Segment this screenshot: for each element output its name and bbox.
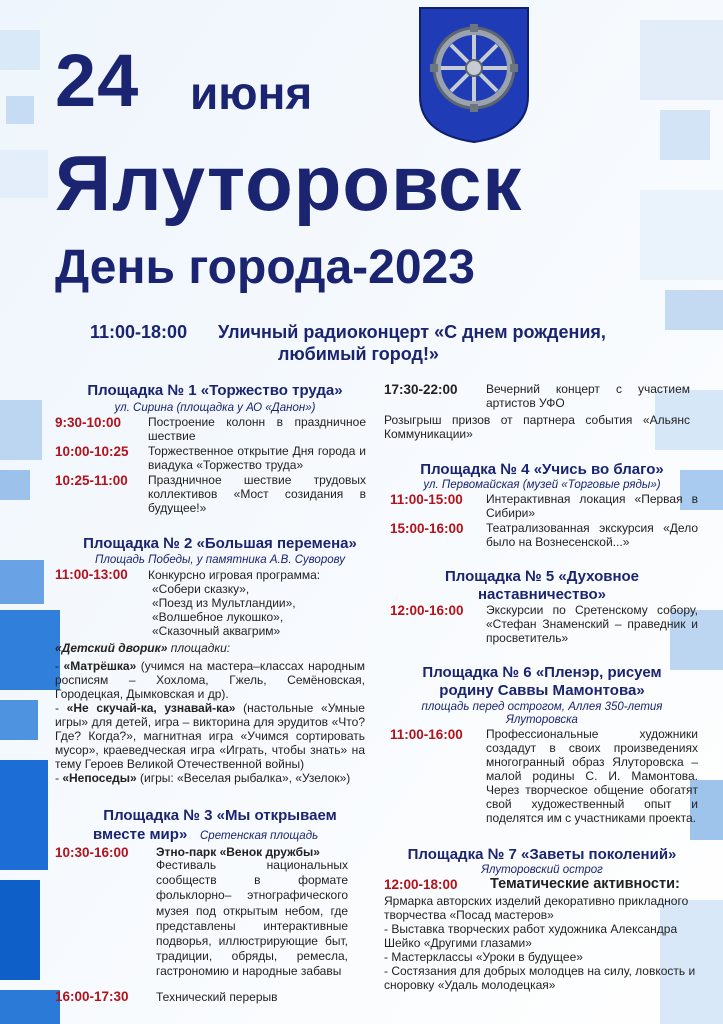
- venue3-time-2: 16:00-17:30: [55, 989, 129, 1004]
- venue3-park-name: Этно-парк «Венок дружбы»: [156, 845, 320, 859]
- yard-item-1-text: (учимся на мастера–классах народным росписям – Хохлома, Гжель, Семёновская, Городецкая, Дымковская и др).: [55, 659, 365, 701]
- venue2-program-3: «Волшебное лукошко»,: [152, 610, 284, 624]
- yard-item-3-name: «Непоседы»: [62, 771, 137, 785]
- city-emblem-wheel-icon: [418, 6, 530, 144]
- venue5-text: Экскурсии по Сретенскому собору, «Стефан Знаменский – праведник и просветитель»: [486, 603, 698, 645]
- yard-item-2: [55, 701, 365, 771]
- venue1-text-3: Праздничное шествие трудовых коллективов «Мост созидания в будущее!»: [148, 473, 366, 515]
- evening-text: Вечерний концерт с участием артистов УФО: [486, 382, 690, 410]
- venue7-subtitle: Ялуторовский острог: [481, 864, 603, 876]
- venue3-park-text: Фестиваль национальных сообществ в формате фольклорно– этнографического музея под открытым небом, где представлены интерактивные подворья, иллюстрирующие быт, традиции, обряды, ремесла, гастрономию и народные забавы: [156, 858, 348, 979]
- yard-item-3-text: (игры: «Веселая рыбалка», «Узелок»): [136, 771, 351, 785]
- venue7-title: Площадка № 7 «Заветы поколений»: [407, 846, 677, 863]
- venue1-title: Площадка № 1 «Торжество труда»: [87, 382, 343, 399]
- venue7-heading: Тематические активности:: [490, 876, 680, 892]
- venue7-time: 12:00-18:00: [384, 877, 458, 892]
- venue1-subtitle: ул. Сирина (площадка у АО «Данон»): [114, 402, 316, 414]
- venue4-time-1: 11:00-15:00: [390, 492, 463, 507]
- venue1-text-1: Построение колонн в праздничное шествие: [148, 415, 366, 443]
- venue3-time-1: 10:30-16:00: [55, 845, 129, 860]
- venue4-text-2: Театрализованная экскурсия «Дело было на Вознесенской...»: [486, 521, 698, 549]
- venue1-time-1: 9:30-10:00: [55, 415, 122, 430]
- venue4-subtitle: ул. Первомайская (музей «Торговые ряды»): [423, 479, 661, 491]
- venue1-time-2: 10:00-10:25: [55, 444, 129, 459]
- concert-title-2: любимый город!»: [278, 344, 439, 364]
- venue6-subtitle-1: площадь перед острогом, Аллея 350-летия: [421, 701, 663, 713]
- date-day: 24: [55, 39, 140, 122]
- venue3-title-2: вместе мир»: [93, 826, 188, 843]
- yard-heading: [55, 641, 230, 655]
- city-title: Ялуторовск: [55, 139, 523, 227]
- venue6-title-2: родину Саввы Мамонтова»: [439, 682, 645, 699]
- date-month: июня: [190, 67, 313, 119]
- venue7-item-2: - Выставка творческих работ художника Александра Шейко «Другими глазами»: [384, 922, 678, 950]
- concert-time: 11:00-18:00: [90, 322, 188, 342]
- yard-item-3: [55, 771, 365, 785]
- venue6-title-1: Площадка № 6 «Пленэр, рисуем: [422, 664, 662, 681]
- venue7-item-3: - Мастерклассы «Уроки в будущее»: [384, 950, 583, 964]
- venue1-time-3: 10:25-11:00: [55, 473, 128, 488]
- venue7-item-1: Ярмарка авторских изделий декоративно прикладного творчества «Посад мастеров»: [384, 894, 689, 922]
- yard-item-1: [55, 659, 365, 701]
- venue2-program-0: Конкурсно игровая программа:: [148, 568, 321, 582]
- yard-item-1-prefix: -: [55, 659, 64, 673]
- evening-time: 17:30-22:00: [384, 382, 458, 397]
- venue6-time: 11:00-16:00: [390, 727, 463, 742]
- event-title: День города-2023: [55, 241, 475, 294]
- venue3-break: Технический перерыв: [156, 990, 278, 1004]
- yard-item-1-name: «Матрёшка»: [63, 659, 137, 673]
- venue2-program-1: «Собери сказку»,: [152, 582, 250, 596]
- venue4-title: Площадка № 4 «Учись во благо»: [420, 461, 664, 478]
- venue1-text-2: Торжественное открытие Дня города и виадука «Торжество труда»: [148, 444, 366, 472]
- venue5-time: 12:00-16:00: [390, 603, 464, 618]
- venue2-program-2: «Поезд из Мультландии»,: [152, 596, 296, 610]
- venue3-title-1: Площадка № 3 «Мы открываем: [103, 807, 337, 824]
- venue3-subtitle: Сретенская площадь: [200, 830, 319, 842]
- concert-title: Уличный радиоконцерт «С днем рождения,: [218, 322, 606, 342]
- venue5-title-1: Площадка № 5 «Духовное: [444, 568, 640, 585]
- yard-item-2-prefix: -: [55, 701, 67, 715]
- venue2-subtitle: Площадь Победы, у памятника А.В. Суворову: [95, 554, 345, 566]
- yard-item-2-name: «Не скучай-ка, узнавай-ка»: [66, 701, 236, 715]
- venue2-time: 11:00-13:00: [55, 567, 128, 582]
- yard-item-2-text: (настольные «Умные игры» для детей, игра – викторина для эрудитов «Что? Где? Когда?», магнитная игра «Учимся сортировать мусор», краеведческая игра «Играть, чтобы знать» на тему Героев Великой Отечественной войны): [55, 701, 365, 771]
- venue6-text: Профессиональные художники создадут в своих произведениях многогранный образ Ялуторовска – малой родины С. И. Мамонтова. Через творческое общение обогатят свой художественный опыт и поделятся им с участниками проекта.: [486, 727, 698, 825]
- venue4-text-1: Интерактивная локация «Первая в Сибири»: [486, 492, 698, 520]
- venue7-item-4: - Состязания для добрых молодцев на силу, ловкость и сноровку «Удаль молодецкая»: [384, 964, 696, 992]
- venue6-subtitle-2: Ялуторовска: [506, 714, 578, 726]
- venue5-title-2: наставничество»: [477, 586, 606, 603]
- yard-suffix: площадки:: [167, 641, 231, 655]
- yard-title: «Детский дворик»: [55, 641, 168, 655]
- yard-item-3-prefix: -: [55, 771, 63, 785]
- evening-draw: Розыгрыш призов от партнера события «Альянс Коммуникации»: [384, 413, 690, 441]
- venue2-program-4: «Сказочный аквагрим»: [152, 624, 281, 638]
- venue2-title: Площадка № 2 «Большая перемена»: [83, 535, 357, 552]
- venue4-time-2: 15:00-16:00: [390, 521, 464, 536]
